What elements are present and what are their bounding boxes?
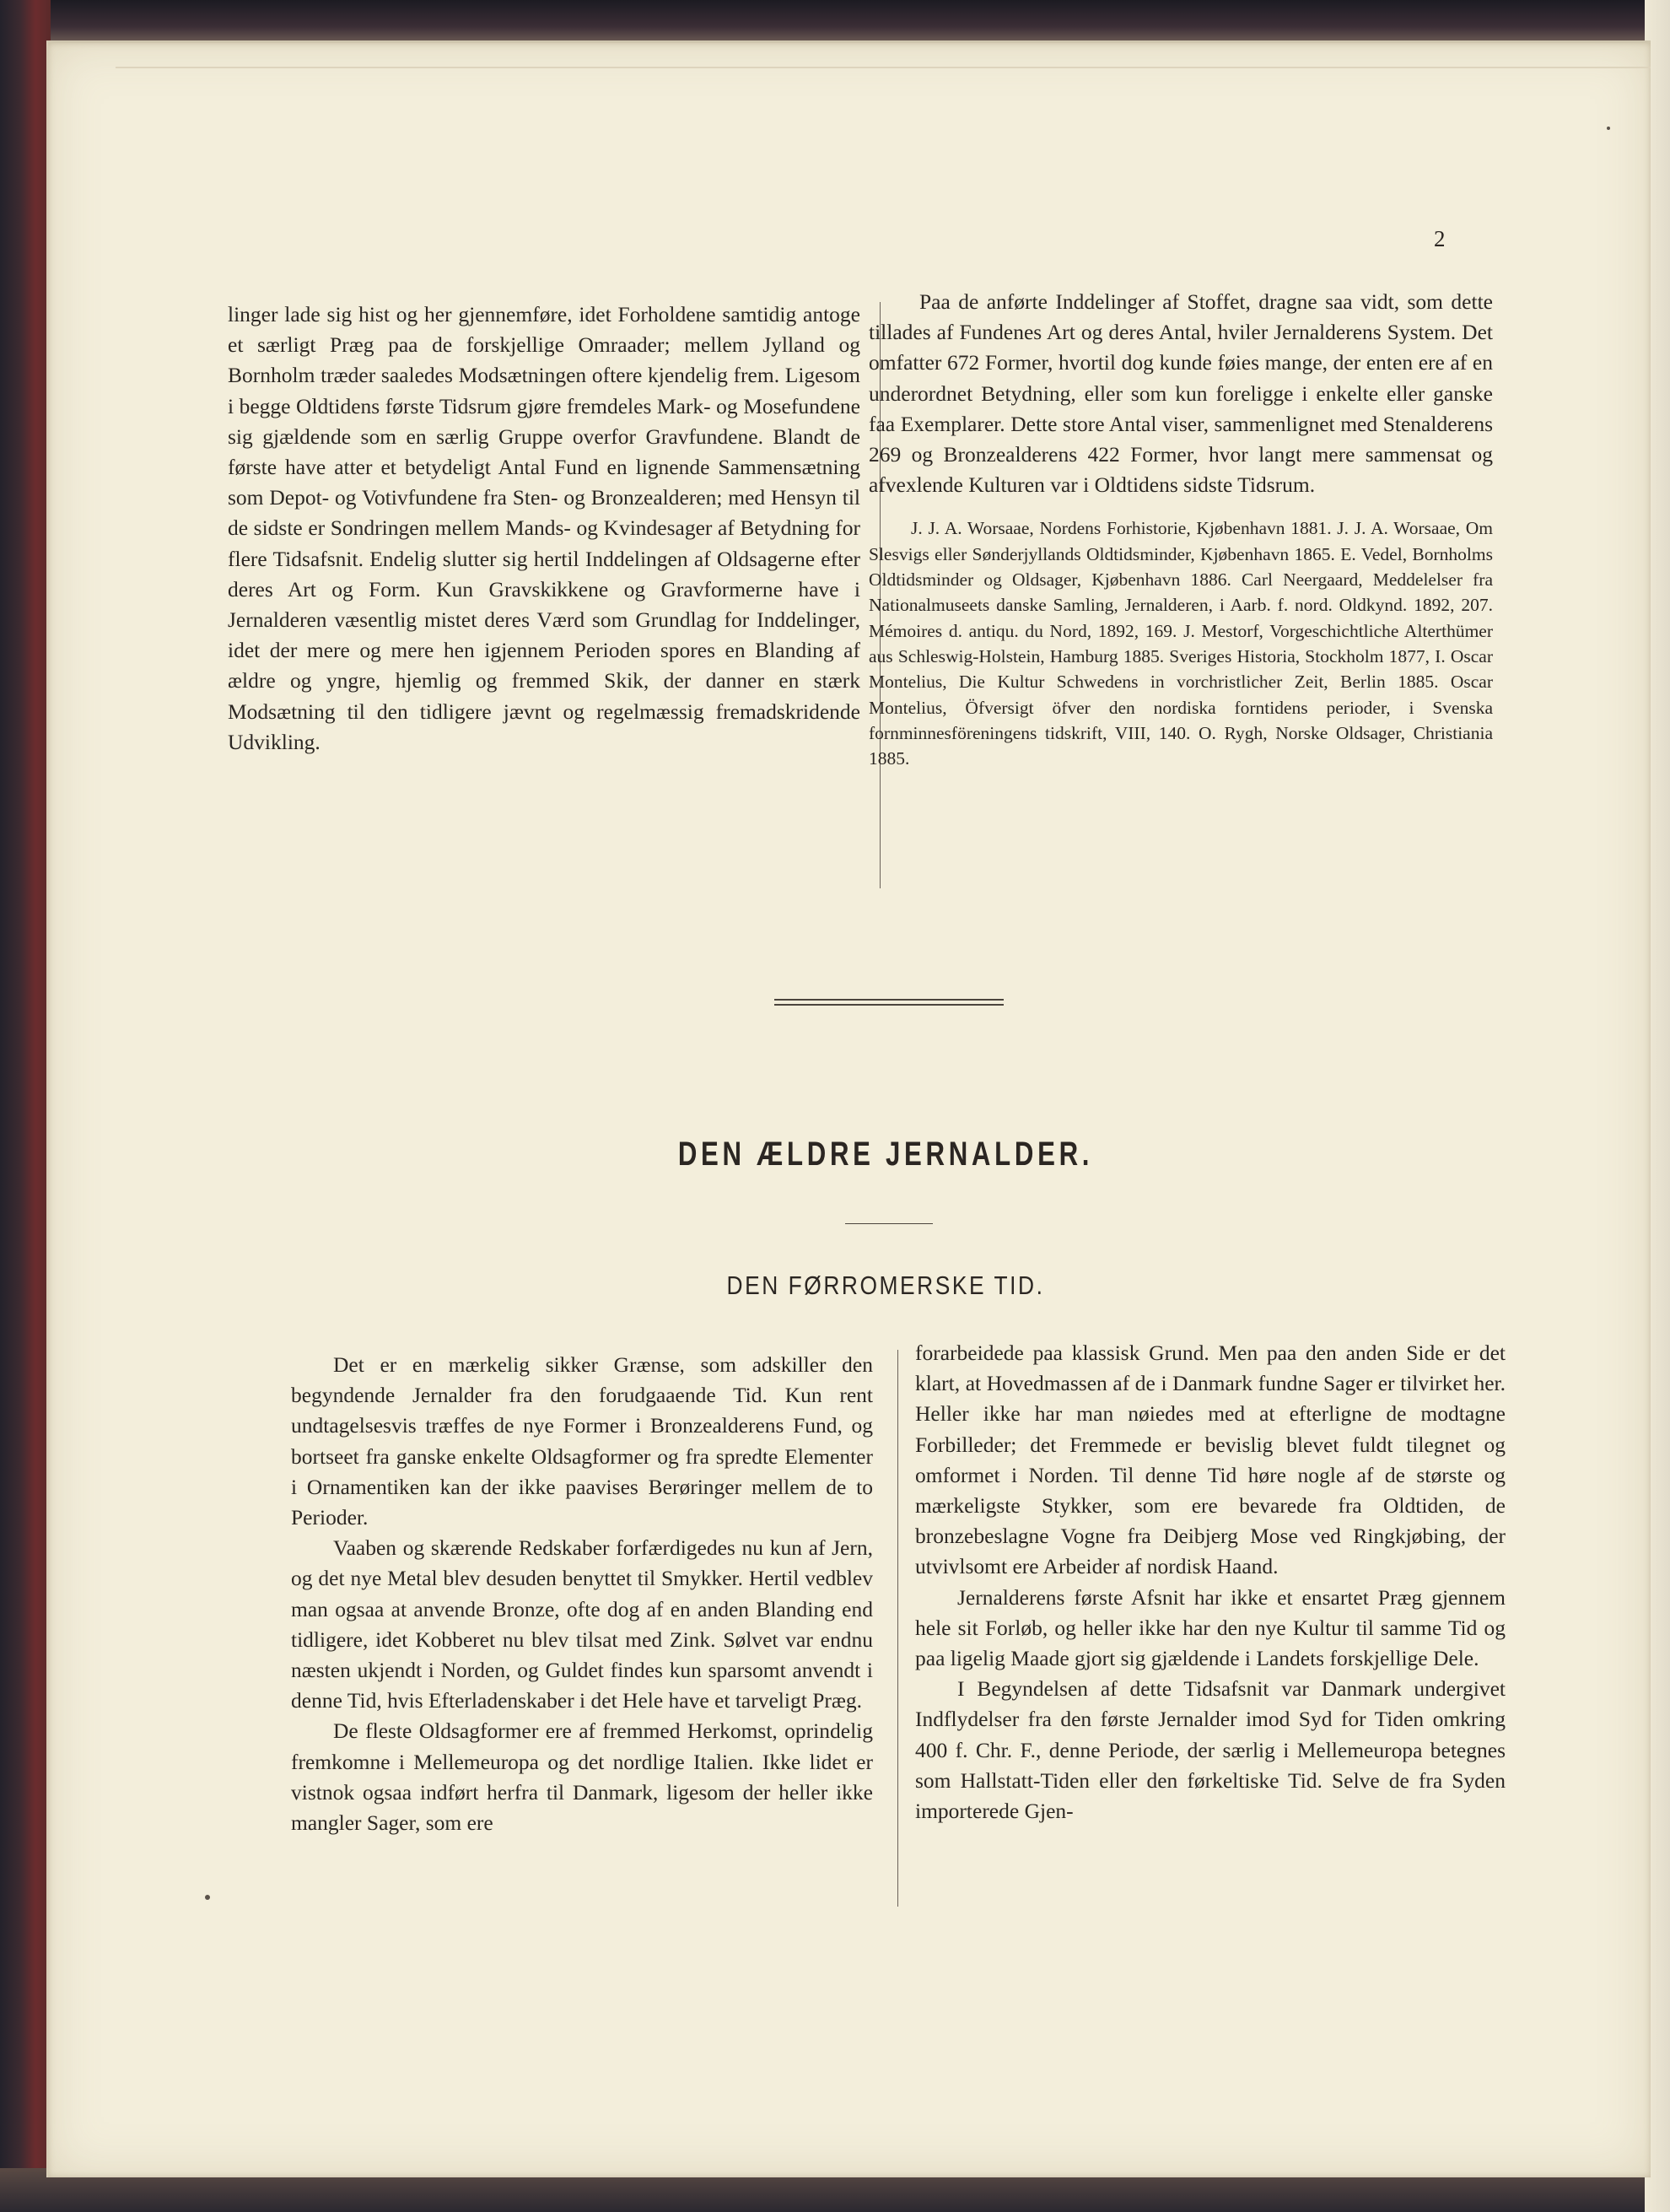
section-title: DEN FØRROMERSKE TID. (726, 1271, 1045, 1300)
bottom-left-paragraph-1: Det er en mærkelig sikker Grænse, som adskiller den begyndende Jernalder fra den forudgaaende Tid. Kun rent undtagelsesvis træffes de nye Former i Bronzealderens Fund, og bortseet fra ganske enkelte Oldsagformer og fra spredte Elementer i Ornamentiken kan der ikke paavises Berøringer mellem de to Perioder. (291, 1352, 873, 1530)
chapter-title: DEN ÆLDRE JERNALDER. (677, 1136, 1094, 1173)
bottom-left-paragraph-2: Vaaben og skærende Redskaber forfærdigedes nu kun af Jern, og det nye Metal blev desuden benyttet til Smykker. Hertil vedblev man ogsaa at anvende Bronze, ofte dog af en anden Blanding end tidligere, idet Kobberet nu blev tilsat med Zink. Sølvet var endnu næsten ukjendt i Norden, og Guldet findes kun sparsomt anvendt i denne Tid, hvis Efterladenskaber i det Hele have et tarveligt Præg. (291, 1535, 873, 1713)
bottom-right-paragraph-1: forarbeidede paa klassisk Grund. Men paa den anden Side er det klart, at Hovedmassen af de i Danmark fundne Sager er tilvirket her. Heller ikke har man nøiedes med at efterligne de modtagne Forbilleder; det Fremmede er bevislig blevet fuldt tilegnet og omformet i Norden. Til denne Tid høre nogle af de største og mærkeligste Stykker, som ere bevarede fra Oldtiden, de bronzebeslagne Vogne fra Deibjerg Mose ved Ringkjøbing, der utvivlsomt ere Arbeider af nordisk Haand. (915, 1341, 1506, 1579)
binding-top-edge (0, 0, 1670, 44)
bottom-right-paragraph-2: Jernalderens første Afsnit har ikke et ensartet Præg gjennem hele sit Forløb, og heller ikke har den nye Kultur til samme Tid og paa ligelig Maade gjort sig gjældende i Landets forskjellige Dele. (915, 1584, 1506, 1671)
page-speck (1607, 127, 1610, 130)
page-edge-line (116, 67, 1651, 68)
top-right-paragraph: Paa de anførte Inddelinger af Stoffet, dragne saa vidt, som dette tillades af Fundenes Art og deres Antal, hviler Jernalderens System. Det omfatter 672 Former, hvortil dog kunde føies mange, der enten ere af en underordnet Betydning, eller som kun foreligge i enkelte eller ganske faa Exemplarer. Dette store Antal viser, sammenlignet med Stenalderens 269 og Bronzealderens 422 Former, hvor langt mere sammensat og afvexlende Kulturen var i Oldtidens sidste Tidsrum. (869, 289, 1493, 498)
binding-left-edge (0, 0, 51, 2212)
page-speck (205, 1895, 210, 1900)
bottom-right-paragraph-3: I Begyndelsen af dette Tidsafsnit var Danmark undergivet Indflydelser fra den første Jernalder imod Syd for Tiden omkring 400 f. Chr. F., denne Periode, der særlig i Mellemeuropa betegnes som Hallstatt-Tiden eller den førkeltiske Tid. Selve de fra Syden importerede Gjen- (915, 1676, 1506, 1824)
bottom-left-paragraph-3: De fleste Oldsagformer ere af fremmed Herkomst, oprindelig fremkomne i Mellemeuropa og det nordlige Italien. Ikke lidet er vistnok ogsaa indført herfra til Danmark, ligesom der heller ikke mangler Sager, som ere (291, 1718, 873, 1836)
page-number: 2 (1434, 226, 1446, 251)
top-left-column (228, 299, 860, 758)
double-rule-ornament (774, 999, 1004, 1006)
bottom-right-column (915, 1338, 1506, 1826)
bibliography-references: J. J. A. Worsaae, Nordens Forhistorie, Kjøbenhavn 1881. J. J. A. Worsaae, Om Slesvigs eller Sønderjyllands Oldtidsminder, Kjøbenhavn 1865. E. Vedel, Bornholms Oldtidsminder og Oldsager, Kjøbenhavn 1886. Carl Neergaard, Meddelelser fra Nationalmuseets danske Samling, Jernalderen, i Aarb. f. nord. Oldkynd. 1892, 207. Mémoires d. antiqu. du Nord, 1892, 169. J. Mestorf, Vorgeschichtliche Alterthümer aus Schleswig-Holstein, Hamburg 1885. Sveriges Historia, Stockholm 1877, I. Oscar Montelius, Die Kultur Schwedens in vorchristlicher Zeit, Berlin 1885. Oscar Montelius, Öfversigt öfver den nordiska forntidens perioder, i Svenska fornminnesföreningens tidskrift, VIII, 140. O. Rygh, Norske Oldsager, Christiania 1885. (869, 518, 1493, 769)
top-left-paragraph: linger lade sig hist og her gjennemføre, idet Forholdene samtidig antoge et særligt Præg paa de forskjellige Omraader; mellem Jylland og Bornholm træder saaledes Modsætningen oftere kjendelig frem. Ligesom i begge Oldtidens første Tidsrum gjøre fremdeles Mark- og Mosefundene sig gjældende som en særlig Gruppe overfor Gravfundene. Blandt de første have atter et betydeligt Antal Fund en lignende Sammensætning som Depot- og Votivfundene fra Sten- og Bronzealderen; med Hensyn til de sidste er Sondringen mellem Mands- og Kvindesager af Betydning for flere Tidsafsnit. Endelig slutter sig hertil Inddelingen af Oldsagerne efter deres Art og Form. Kun Gravskikkene og Gravformerne have i Jernalderen væsentlig mistet deres Værd som Grundlag for Inddelinger, idet der mere og mere hen igjennem Perioden spores en Blanding af ældre og yngre, hjemlig og fremmed Skik, der danner en stærk Modsætning til den tidligere jævnt og regelmæssig fremadskridende Udvikling. (228, 302, 860, 754)
top-right-column (869, 287, 1493, 771)
title-divider-rule (845, 1223, 933, 1224)
bottom-left-column (291, 1350, 873, 1838)
column-divider-bottom (897, 1350, 898, 1907)
